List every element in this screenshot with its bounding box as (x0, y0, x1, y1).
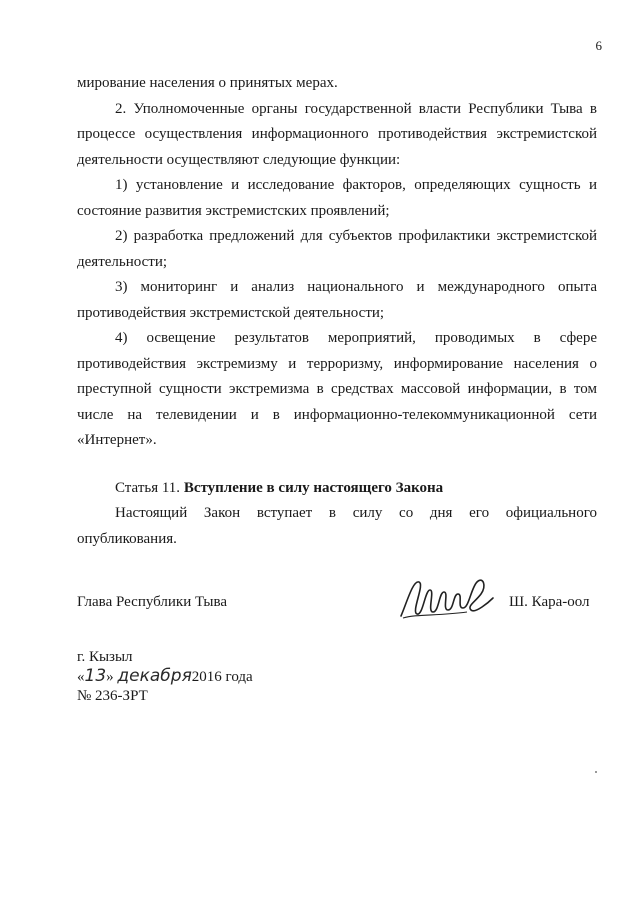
signing-place-block (77, 648, 253, 706)
article-heading (77, 476, 597, 502)
paragraph-function-3: 3) мониторинг и анализ национального и международного опыта противодействия экстремистской деятельности; (77, 279, 597, 321)
paragraph-function-4: 4) освещение результатов мероприятий, проводимых в сфере противодействия экстремизму и терроризму, информирование населения о преступной сущности экстремизма в средствах массовой информации, в том числе на телевидении и в информационно-телекоммуникационной сети «Интернет». (77, 330, 597, 448)
date-year: 2016 года (191, 669, 253, 685)
paragraph-function-2: 2) разработка предложений для субъектов профилактики экстремистской деятельности; (77, 228, 597, 270)
paragraph-function-1: 1) установление и исследование факторов, определяющих сущность и состояние развития экстремистских проявлений; (77, 177, 597, 219)
law-number: № 236-ЗРТ (77, 688, 148, 704)
article-title: Вступление в силу настоящего Закона (183, 479, 444, 496)
document-body (77, 71, 597, 552)
signing-date: «13» декабря2016 года (77, 666, 253, 686)
article-label: Статья 11. (115, 479, 181, 496)
signatory-position: Глава Республики Тыва (77, 594, 228, 610)
date-day-handwritten: 13 (84, 666, 107, 686)
paragraph-continuation: мирование населения о принятых мерах. (77, 75, 338, 91)
signing-city: г. Кызыл (77, 649, 133, 665)
date-month-handwritten: декабря (117, 666, 192, 686)
handwritten-signature (397, 572, 497, 624)
page-number: 6 (595, 38, 602, 53)
scan-speck (595, 771, 597, 773)
signatory-name: Ш. Кара-оол (509, 594, 590, 610)
paragraph-item-2: 2. Уполномоченные органы государственной власти Республики Тыва в процессе осуществления информационного противодействия экстремистской деятельности осуществляют следующие функции: (77, 100, 597, 168)
article-text: Настоящий Закон вступает в силу со дня его официального опубликования. (77, 505, 597, 547)
